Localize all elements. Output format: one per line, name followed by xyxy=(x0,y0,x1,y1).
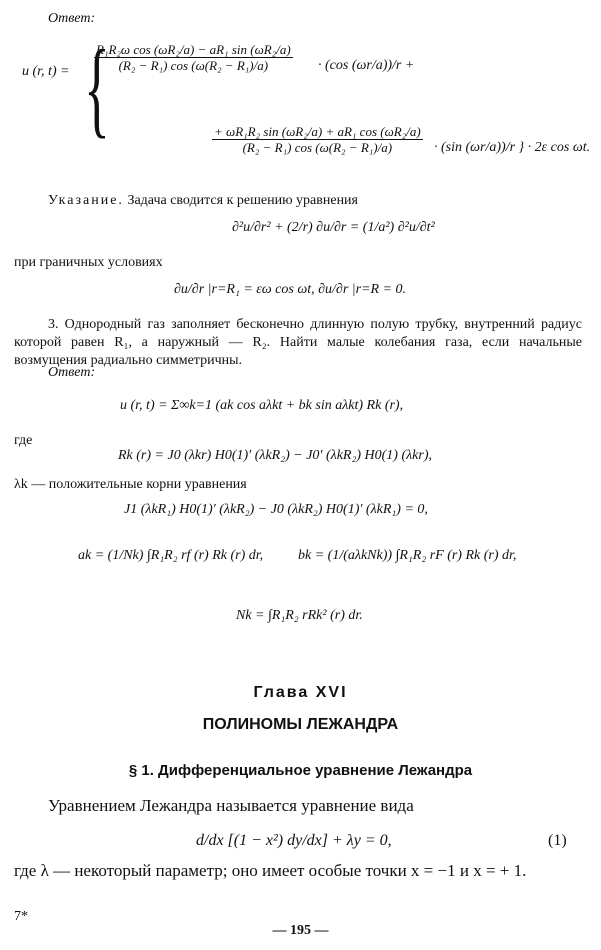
ak-formula: ak = (1/Nk) ∫R₁R₂ rf (r) Rk (r) dr, xyxy=(78,548,264,563)
answer1-term2-multiplier: · (sin (ωr/a))/r } · 2ε cos ωt. xyxy=(434,140,591,155)
bk-formula: bk = (1/(aλkNk)) ∫R₁R₂ rF (r) Rk (r) dr, xyxy=(298,548,517,563)
intro-after: где λ — некоторый параметр; оно имеет особые точки x = −1 и x = + 1. xyxy=(14,861,527,880)
lambda-text: λk — положительные корни уравнения xyxy=(14,477,247,492)
where-label: где xyxy=(14,433,33,448)
answer1-fraction-1 xyxy=(94,42,293,73)
legendre-equation: d/dx [(1 − x²) dy/dx] + λy = 0, xyxy=(196,832,392,849)
roots-equation: J1 (λkR₁) H0(1)′ (λkR₂) − J0 (λkR₂) H0(1)′ (λkR₁) = 0, xyxy=(124,502,428,517)
boundary-conditions-intro: при граничных условиях xyxy=(14,255,163,270)
answer1-term1-numerator: R₁R₂ω cos (ωR₂/a) − aR₁ sin (ωR₂/a) xyxy=(96,42,291,57)
hint-label: Указание. xyxy=(48,193,124,208)
answer1-term1-denominator: (R₂ − R₁) cos (ω(R₂ − R₁)/a) xyxy=(118,58,269,73)
chapter-number: Глава XVI xyxy=(253,684,348,701)
hint-text: Задача сводится к решению уравнения xyxy=(127,193,358,208)
answer1-fraction-2 xyxy=(212,124,423,155)
hint-line xyxy=(48,192,358,210)
Rk-definition: Rk (r) = J0 (λkr) H0(1)′ (λkR₂) − J0′ (λkR₂) H0(1) (λkr), xyxy=(118,448,432,463)
Nk-formula: Nk = ∫R₁R₂ rRk² (r) dr. xyxy=(236,608,363,623)
answer1-lhs: u (r, t) = xyxy=(22,64,70,79)
answer-label: Ответ: xyxy=(48,11,96,26)
problem-3-text: 3. Однородный газ заполняет бесконечно длинную полую трубку, внутренний радиус которой равен R₁, а наружный — R₂. Найти малые колебания газа, если начальные возмущения радиально симметричны. xyxy=(14,317,582,368)
answer1-term2-denominator: (R₂ − R₁) cos (ω(R₂ − R₁)/a) xyxy=(242,140,393,155)
section-title: § 1. Дифференциальное уравнение Лежандра xyxy=(128,762,473,779)
equation-number: (1) xyxy=(548,832,567,849)
answer1-term2-numerator: + ωR₁R₂ sin (ωR₂/a) + aR₁ cos (ωR₂/a) xyxy=(214,124,421,139)
page-number: — 195 — xyxy=(272,923,329,938)
answer1-term1-multiplier: · (cos (ωr/a))/r + xyxy=(318,58,415,73)
left-brace: { xyxy=(84,29,110,148)
answer-3-label: Ответ: xyxy=(48,365,96,380)
printer-signature: 7* xyxy=(14,909,28,924)
chapter-title: ПОЛИНОМЫ ЛЕЖАНДРА xyxy=(202,716,399,733)
intro-text: Уравнением Лежандра называется уравнение вида xyxy=(48,796,414,815)
boundary-conditions: ∂u/∂r |r=R₁ = εω cos ωt, ∂u/∂r |r=R = 0. xyxy=(174,282,407,297)
series-solution: u (r, t) = Σ∞k=1 (ak cos aλkt + bk sin aλkt) Rk (r), xyxy=(120,398,404,413)
wave-equation: ∂²u/∂r² + (2/r) ∂u/∂r = (1/a²) ∂²u/∂t² xyxy=(232,220,435,235)
